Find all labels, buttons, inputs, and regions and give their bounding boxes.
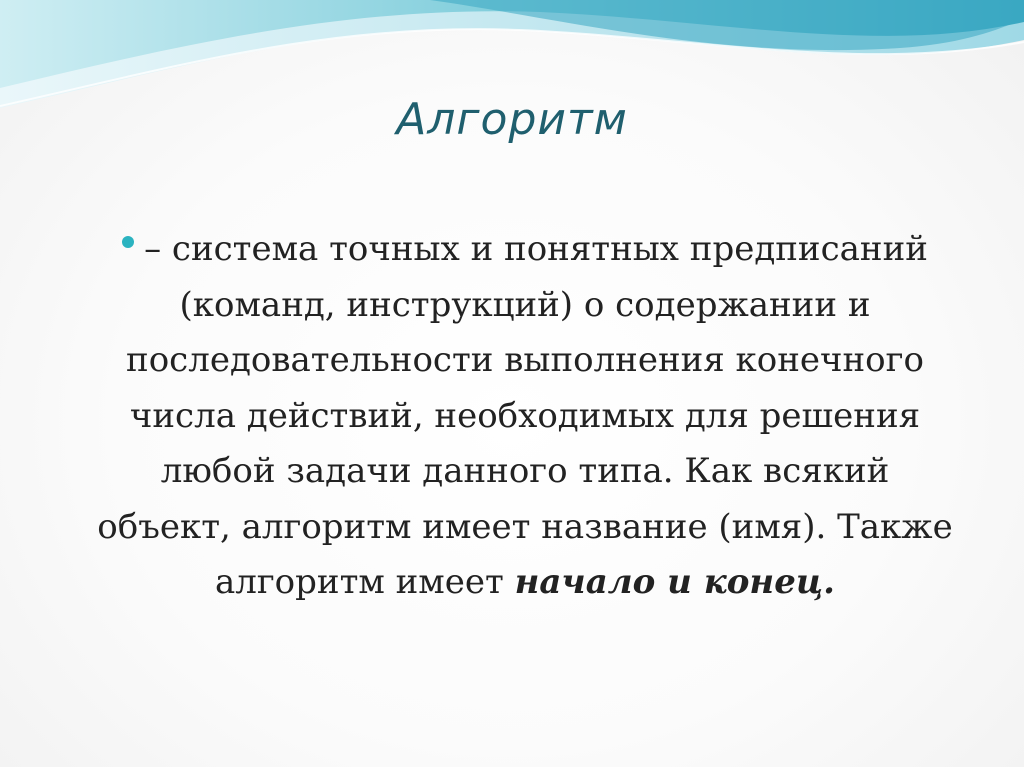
definition-text: – система точных и понятных предписаний (команд, инструкций) о содержании и последовательности выполнения конечного числа действий, необходимых для решения любой задачи данного типа. Как всякий объект, алгоритм имеет название (имя). Также алгоритм имеет [97,229,953,602]
definition-emphasis: начало и конец. [514,562,835,602]
bullet-dot-icon [122,236,134,248]
definition-paragraph [90,222,960,611]
slide-title: Алгоритм [396,94,628,145]
